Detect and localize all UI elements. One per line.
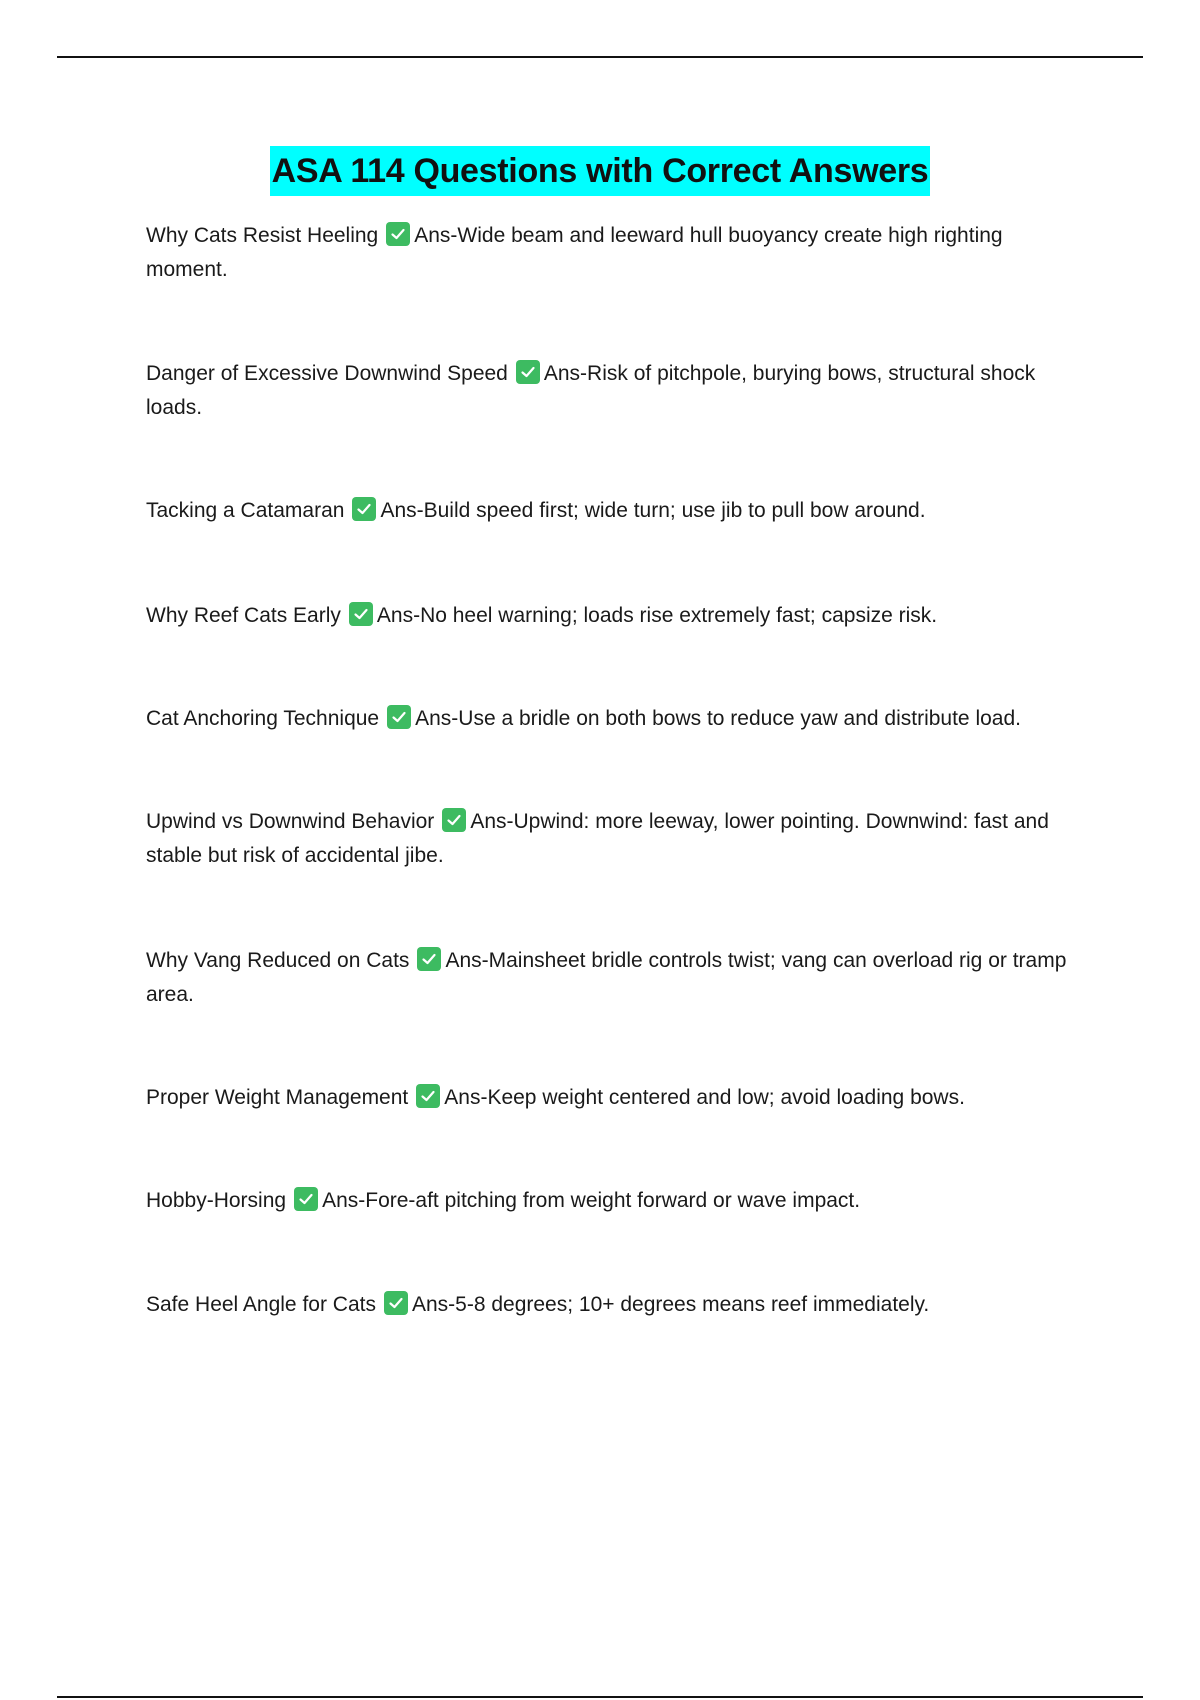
qa-item	[146, 357, 1084, 425]
answer-text: Ans-Use a bridle on both bows to reduce yaw and distribute load.	[415, 707, 1021, 730]
bottom-rule	[57, 1696, 1143, 1698]
question-text: Proper Weight Management	[146, 1086, 409, 1109]
answer-text: Ans-Mainsheet bridle controls twist; vang can overload rig or tramp area.	[146, 949, 1067, 1006]
check-icon	[349, 602, 373, 626]
qa-item	[146, 1184, 1084, 1218]
question-text: Why Reef Cats Early	[146, 604, 341, 627]
check-icon	[417, 947, 441, 971]
check-icon	[294, 1187, 318, 1211]
qa-item	[146, 702, 1084, 736]
qa-item	[146, 1081, 1084, 1115]
qa-item	[146, 944, 1084, 1012]
qa-item	[146, 494, 1084, 528]
qa-item	[146, 1288, 1084, 1322]
answer-text: Ans-Risk of pitchpole, burying bows, structural shock loads.	[146, 362, 1036, 419]
qa-item	[146, 599, 1084, 633]
qa-item	[146, 805, 1084, 873]
answer-text: Ans-Keep weight centered and low; avoid loading bows.	[444, 1086, 965, 1109]
check-icon	[352, 497, 376, 521]
answer-text: Ans-No heel warning; loads rise extremely fast; capsize risk.	[376, 604, 938, 627]
question-text: Why Cats Resist Heeling	[146, 224, 379, 247]
question-text: Why Vang Reduced on Cats	[146, 949, 410, 972]
check-icon	[386, 222, 410, 246]
question-text: Upwind vs Downwind Behavior	[146, 810, 435, 833]
check-icon	[416, 1084, 440, 1108]
check-icon	[516, 360, 540, 384]
question-text: Cat Anchoring Technique	[146, 707, 380, 730]
question-text: Hobby-Horsing	[146, 1189, 287, 1212]
answer-text: Ans-5-8 degrees; 10+ degrees means reef immediately.	[411, 1293, 930, 1316]
answer-text: Ans-Build speed first; wide turn; use jib to pull bow around.	[380, 499, 926, 522]
check-icon	[384, 1291, 408, 1315]
check-icon	[442, 808, 466, 832]
question-text: Tacking a Catamaran	[146, 499, 345, 522]
top-rule	[57, 56, 1143, 58]
page-title: ASA 114 Questions with Correct Answers	[270, 146, 931, 196]
answer-text: Ans-Wide beam and leeward hull buoyancy create high righting moment.	[146, 224, 1003, 281]
title-container	[0, 146, 1200, 196]
answer-text: Ans-Upwind: more leeway, lower pointing. Downwind: fast and stable but risk of accidental jibe.	[146, 810, 1049, 867]
question-text: Safe Heel Angle for Cats	[146, 1293, 376, 1316]
qa-item	[146, 219, 1084, 287]
check-icon	[387, 705, 411, 729]
question-text: Danger of Excessive Downwind Speed	[146, 362, 508, 385]
answer-text: Ans-Fore-aft pitching from weight forward or wave impact.	[322, 1189, 861, 1212]
